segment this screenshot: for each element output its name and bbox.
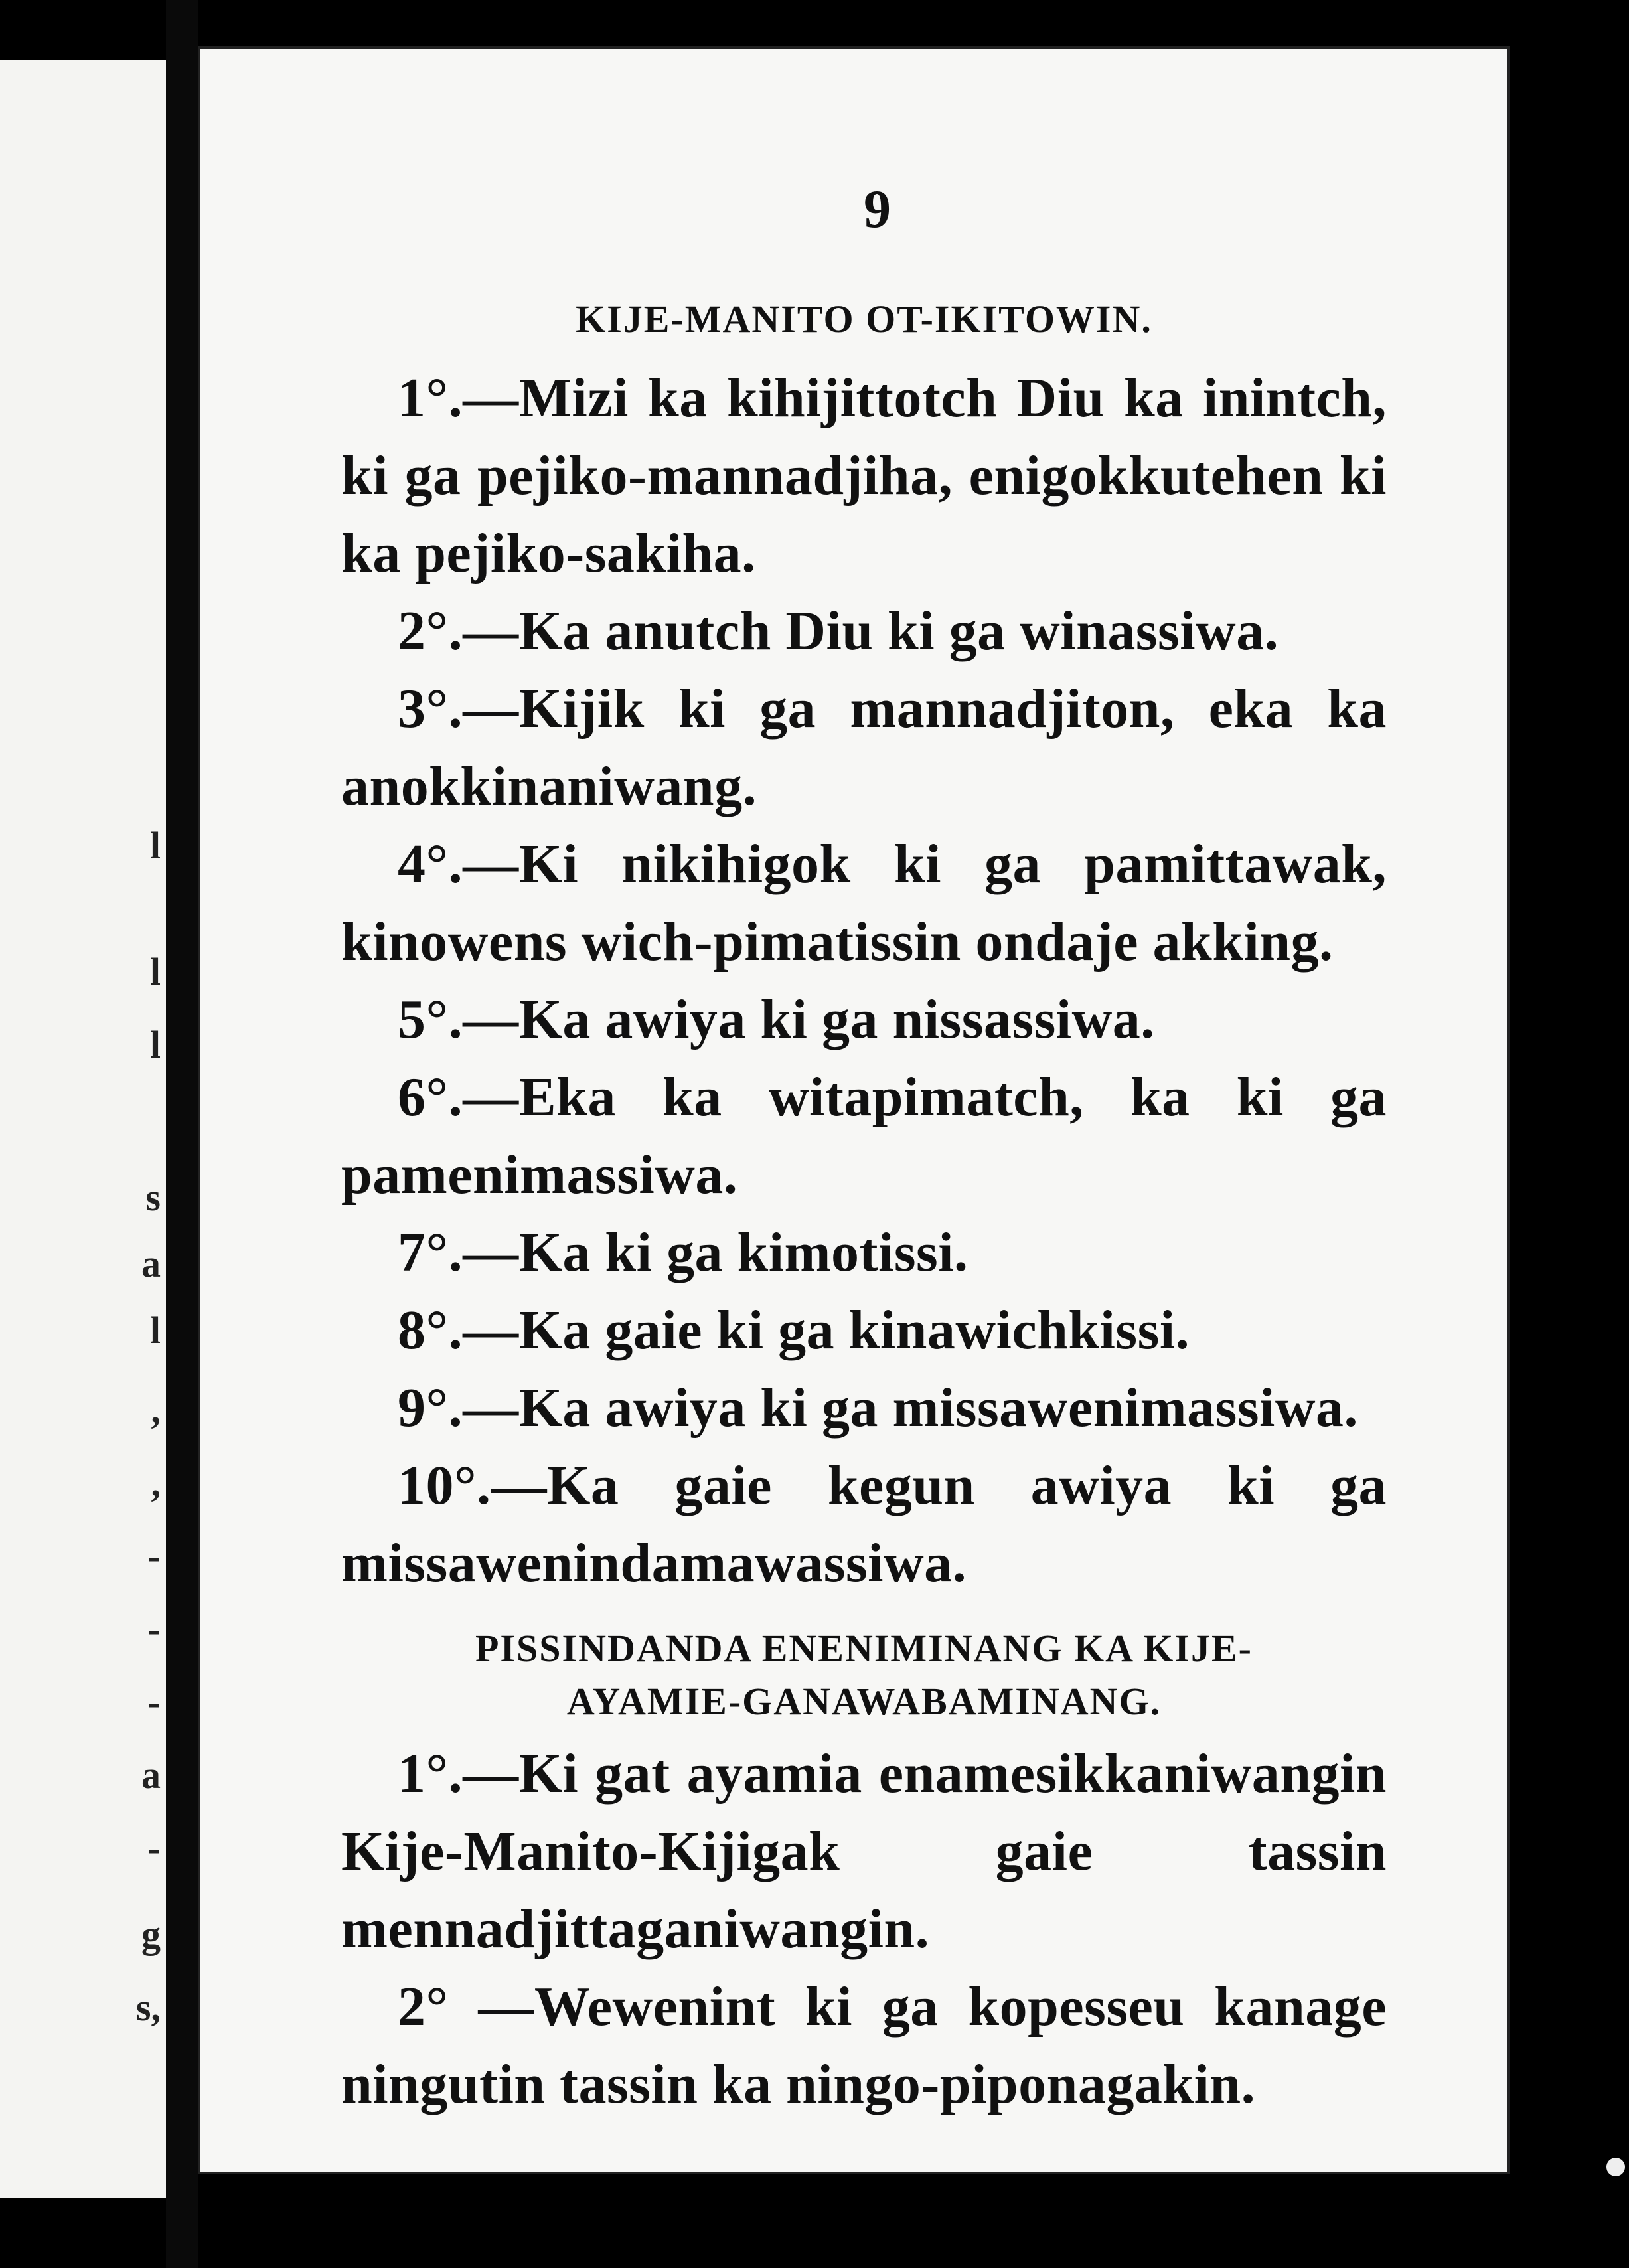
- commandment-item: [341, 1369, 1387, 1447]
- commandment-item: [341, 359, 1387, 592]
- left-page-glyph: ,: [151, 1461, 161, 1504]
- item-text: —Ki nikihigok ki ga pamittawak, kinowens wich-pimatissin ondaje akking.: [341, 833, 1387, 973]
- left-page-glyph: a: [141, 1753, 161, 1797]
- church-commandments-list: [341, 1735, 1387, 2123]
- item-number: 4°.: [398, 833, 463, 895]
- item-number: 10°.: [398, 1455, 491, 1516]
- left-page-glyph: l: [149, 1309, 161, 1352]
- church-commandment-item: [341, 1735, 1387, 1968]
- left-page-glyph: g: [141, 1913, 161, 1956]
- item-text: —Ka anutch Diu ki ga winassiwa.: [463, 600, 1279, 662]
- commandment-item: [341, 981, 1387, 1058]
- item-text: —Ka ki ga kimotissi.: [463, 1222, 969, 1283]
- item-number: 2°.: [398, 600, 463, 662]
- commandment-item: [341, 1447, 1387, 1602]
- left-page-glyph: s: [145, 1176, 161, 1219]
- item-number: 1°.: [398, 1743, 463, 1805]
- item-text: —Mizi ka kihijittotch Diu ka inintch, ki ga pejiko-mannadjiha, enigokkutehen ki ka pejiko-sakiha.: [341, 367, 1387, 584]
- left-page-glyph: a: [141, 1242, 161, 1285]
- item-number: 6°.: [398, 1066, 463, 1128]
- commandment-item: [341, 670, 1387, 825]
- item-text: —Ki gat ayamia enamesikkaniwangin Kije-Manito-Kijigak gaie tassin mennadjittaganiwangin.: [341, 1743, 1387, 1960]
- section-heading-commandments: KIJE-MANITO OT-IKITOWIN.: [576, 297, 1152, 341]
- item-number: 1°.: [398, 367, 463, 429]
- item-text: —Ka gaie kegun awiya ki ga missawenindamawassiwa.: [341, 1455, 1387, 1594]
- item-text: —Ka awiya ki ga nissassiwa.: [463, 989, 1155, 1050]
- item-number: 8°.: [398, 1299, 463, 1361]
- page-number: 9: [864, 179, 891, 239]
- left-page-glyph: l: [149, 824, 161, 867]
- item-number: 9°.: [398, 1377, 463, 1439]
- church-commandment-item: [341, 1968, 1387, 2123]
- item-text: —Ka gaie ki ga kinawichkissi.: [463, 1299, 1190, 1361]
- item-number: 5°.: [398, 989, 463, 1050]
- left-page-glyph: l: [149, 1023, 161, 1066]
- scan-background-right: [1510, 0, 1629, 2268]
- item-text: —Wewenint ki ga kopesseu kanage ningutin tassin ka ningo-piponagakin.: [341, 1976, 1387, 2115]
- item-text: —Ka awiya ki ga missawenimassiwa.: [463, 1377, 1359, 1439]
- left-page-glyph: -: [147, 1534, 161, 1578]
- book-gutter: [166, 0, 198, 2268]
- commandment-item: [341, 1058, 1387, 1214]
- book-page: [198, 46, 1510, 2174]
- scan-speck: [1606, 2158, 1625, 2176]
- left-page-glyph: ,: [151, 1388, 161, 1431]
- left-page-glyph: s,: [135, 1986, 161, 2029]
- commandment-item: [341, 1291, 1387, 1369]
- page-text-block: [341, 179, 1387, 2123]
- commandment-item: [341, 592, 1387, 670]
- commandments-list: [341, 359, 1387, 1602]
- item-number: 3°.: [398, 678, 463, 740]
- heading-line-2: AYAMIE-GANAWABAMINANG.: [566, 1680, 1162, 1723]
- left-page-glyph: -: [147, 1826, 161, 1870]
- left-page-margin: [0, 60, 166, 2198]
- left-page-glyph: -: [147, 1607, 161, 1651]
- left-page-glyph: l: [149, 950, 161, 993]
- item-number: 2°: [398, 1976, 449, 2038]
- item-number: 7°.: [398, 1222, 463, 1283]
- commandment-item: [341, 825, 1387, 981]
- heading-line-1: PISSINDANDA ENENIMINANG KA KIJE-: [475, 1627, 1253, 1670]
- item-text: —Kijik ki ga mannadjiton, eka ka anokkinaniwang.: [341, 678, 1387, 817]
- left-page-glyph: -: [147, 1680, 161, 1724]
- section-heading-church-commandments: [341, 1622, 1387, 1728]
- item-text: —Eka ka witapimatch, ka ki ga pamenimassiwa.: [341, 1066, 1387, 1206]
- commandment-item: [341, 1214, 1387, 1291]
